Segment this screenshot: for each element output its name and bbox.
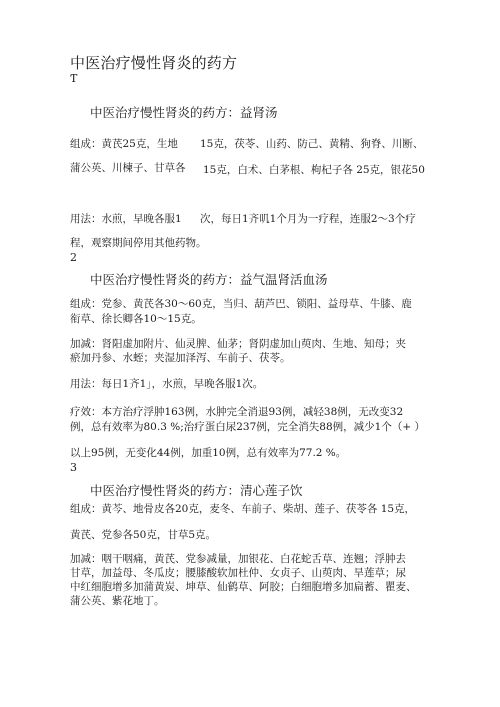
recipe-1-composition-part: 15克，白术、白茅根、枸杞子各 25克，银花50 xyxy=(203,164,425,176)
recipe-3-modification-line: 蒲公英、紫花地丁。 xyxy=(70,595,165,607)
title-mark: Ƭ xyxy=(70,72,78,85)
recipe-3-heading: 中医治疗慢性肾炎的药方：清心莲子饮 xyxy=(90,483,303,498)
recipe-1-composition-part: 组成：黄芪25克，生地 xyxy=(70,138,178,150)
recipe-1-usage-part: 程，观察期间停用其他药物。 xyxy=(70,237,207,249)
recipe-2-efficacy-line: 以上95例，无变化44例，加重10例，总有效率为77.2 %。 xyxy=(70,447,347,459)
recipe-2-modification-line: 瘀加丹参、水蛭；夹湿加泽泻、车前子、茯苓。 xyxy=(70,352,291,364)
recipe-2-efficacy-line: 例，总有效率为80.3 %;治疗蛋白尿237例，完全消失88例，减少1个（+ ） xyxy=(70,421,425,433)
recipe-2-composition-line: 衔草、徐长卿各10～15克。 xyxy=(70,313,202,325)
recipe-3-modification-line: 甘草，加益母、冬瓜皮；腰膝酸软加杜仲、女贞子、山萸肉、旱莲草；尿 xyxy=(70,567,406,579)
recipe-2-composition-line: 组成：党参、黄芪各30～60克，当归、葫芦巴、锁阳、益母草、牛膝、鹿 xyxy=(70,298,412,310)
section-number: 2 xyxy=(70,251,77,264)
recipe-1-composition-part: 蒲公英、川楝子、甘草各 xyxy=(70,162,186,174)
recipe-2-heading: 中医治疗慢性肾炎的药方：益气温肾活血汤 xyxy=(90,272,328,287)
recipe-3-modification-line: 中红细胞增多加蒲黄炭、坤草、仙鹤草、阿胶；白细胞增多加扁蓄、瞿麦、 xyxy=(70,581,417,593)
recipe-1-usage-part: 用法：水煎，早晚各服1 xyxy=(70,213,182,225)
recipe-2-modification-line: 加减：肾阳虚加附片、仙灵脾、仙茅；肾阴虚加山萸肉、生地、知母；夹 xyxy=(70,338,406,350)
recipe-3-modification-line: 加减：咽干咽痛，黄芪、党参减量，加银花、白花蛇舌草、连翘；浮肿去 xyxy=(70,553,406,565)
recipe-2-usage: 用法：每日1齐1」，水煎，早晚各服1次。 xyxy=(70,378,264,390)
recipe-1-composition-part: 15克，茯苓、山药、防己、黄精、狗脊、川断、 xyxy=(200,138,424,150)
recipe-1-usage-part: 次，每日1齐叽1个月为一疗程，连服2～3个疗 xyxy=(200,213,416,225)
document-title: 中医治疗慢性肾炎的药方 xyxy=(70,54,238,72)
recipe-2-efficacy-line: 疗效：本方治疗浮肿163例，水肿完全消退93例，减轻38例，无改变32 xyxy=(70,406,404,418)
recipe-3-composition-line: 黄芪、党参各50克，甘草5克。 xyxy=(70,529,217,541)
recipe-1-heading: 中医治疗慢性肾炎的药方：益肾汤 xyxy=(90,105,278,120)
section-number: 3 xyxy=(70,461,77,474)
recipe-3-composition-line: 组成：黄芩、地骨皮各20克，麦冬、车前子、柴胡、莲子、茯苓各 15克， xyxy=(70,503,416,515)
